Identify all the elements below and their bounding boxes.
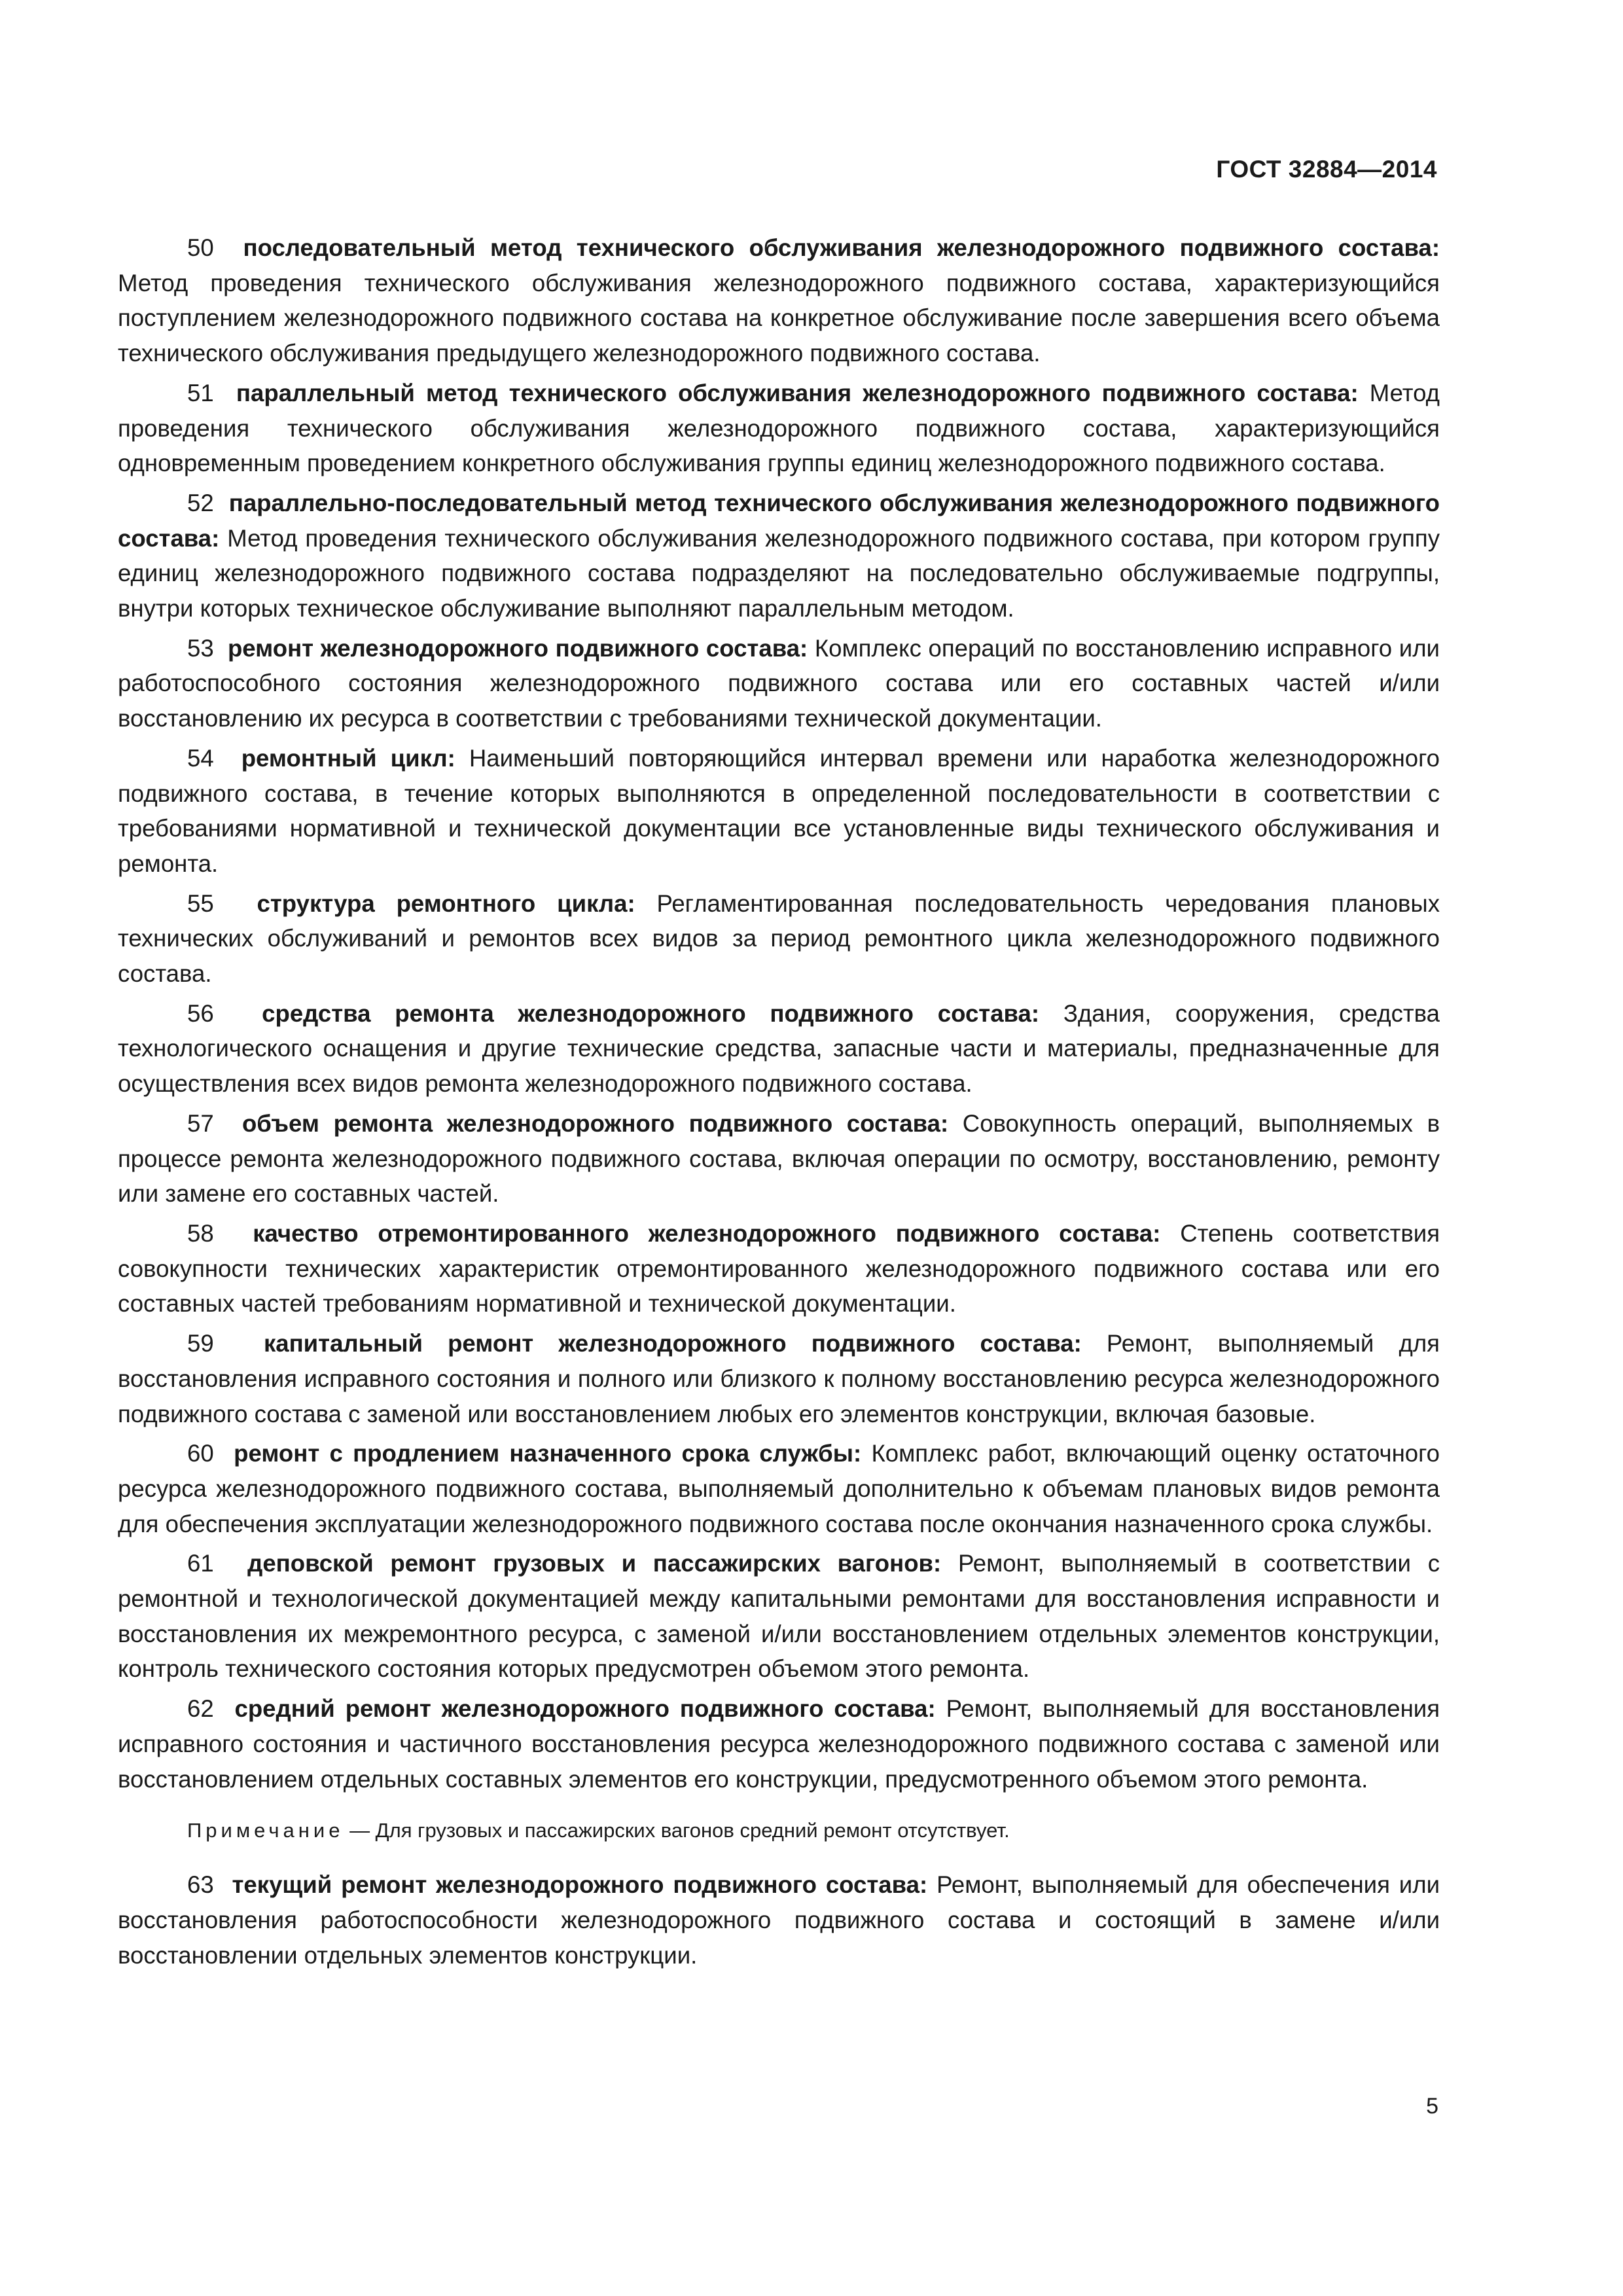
entry-definition: Регламентированная последовательность чередования плановых технических обслуживаний и ремонтов всех видов за период ремонтного цикла железнодорожного подвижного состава. [118,889,1440,988]
term-entry-52 [118,486,1440,626]
entry-number: 56 [187,999,214,1027]
entry-number: 54 [187,744,214,772]
entry-term: структура ремонтного цикла: [257,889,635,917]
term-entry-59 [118,1326,1440,1431]
entry-term: капитальный ремонт железнодорожного подвижного состава: [263,1330,1082,1357]
entry-definition: Комплекс работ, включающий оценку остаточного ресурса железнодорожного подвижного состава, выполняемый дополнительно к объемам плановых видов ремонта для обеспечения эксплуатации железнодорожного подвижного состава после окончания назначенного срока службы. [118,1440,1440,1537]
entry-number: 62 [187,1695,214,1723]
entry-number: 50 [187,234,214,261]
note-label: Примечание [187,1819,344,1842]
entry-number: 53 [187,634,214,662]
entry-number: 58 [187,1219,214,1247]
entry-number: 59 [187,1330,214,1357]
entry-definition: Метод проведения технического обслуживания железнодорожного подвижного состава, характеризующийся одновременным проведением конкретного обслуживания группы единиц железнодорожного подвижного состава. [118,379,1440,477]
entry-definition: Здания, сооружения, средства технологического оснащения и другие технические средства, запасные части и материалы, предназначенные для осуществления всех видов ремонта железнодорожного подвижного состава. [118,999,1440,1098]
entry-number: 61 [187,1550,214,1577]
term-entry-62 [118,1691,1440,1797]
entry-term: средний ремонт железнодорожного подвижного состава: [234,1695,936,1723]
entry-number: 55 [187,889,214,917]
page-number: 5 [1426,2094,1438,2119]
entry-term: параллельный метод технического обслуживания железнодорожного подвижного состава: [236,379,1359,406]
entry-definition: Метод проведения технического обслуживания железнодорожного подвижного состава, характеризующийся поступлением железнодорожного подвижного состава на конкретное обслуживание после завершения всего объема технического обслуживания предыдущего железнодорожного подвижного состава. [118,269,1440,367]
term-entry-54 [118,741,1440,882]
entry-term: ремонт с продлением назначенного срока службы: [234,1440,862,1467]
term-entry-61 [118,1546,1440,1687]
entry-definition: Ремонт, выполняемый для восстановления исправного состояния и полного или близкого к полному восстановлению ресурса железнодорожного подвижного состава с заменой или восстановлением любых его элементов конструкции, включая базовые. [118,1330,1440,1427]
entry-term: параллельно-последовательный метод технического обслуживания железнодорожного подвижного состава: [118,489,1440,552]
entry-number: 51 [187,379,214,406]
entry-term: текущий ремонт железнодорожного подвижного состава: [232,1871,928,1899]
note [118,1816,1440,1845]
entry-term: деповской ремонт грузовых и пассажирских вагонов: [247,1550,942,1577]
note-text: — Для грузовых и пассажирских вагонов средний ремонт отсутствует. [349,1819,1010,1842]
standard-header: ГОСТ 32884—2014 [1216,156,1437,183]
term-entries [118,230,1440,1797]
entry-definition: Комплекс операций по восстановлению исправного или работоспособного состояния железнодорожного подвижного состава или его составных частей и/или восстановлению их ресурса в соответствии с требованиями технической документации. [118,634,1440,732]
entry-definition: Степень соответствия совокупности технических характеристик отремонтированного железнодорожного подвижного состава или его составных частей требованиям нормативной и технической документации. [118,1219,1440,1318]
entry-definition: Ремонт, выполняемый в соответствии с ремонтной и технологической документацией между капитальными ремонтами для восстановления исправности и восстановления их межремонтного ресурса, с заменой и/или восстановлением отдельных элементов конструкции, контроль технического состояния которых предусмотрен объемом этого ремонта. [118,1550,1440,1683]
entry-definition: Ремонт, выполняемый для восстановления исправного состояния и частичного восстановления ресурса железнодорожного подвижного состава с заменой или восстановлением отдельных составных элементов его конструкции, предусмотренного объемом этого ремонта. [118,1695,1440,1793]
term-entry-51 [118,376,1440,481]
entry-number: 63 [187,1871,214,1899]
entry-number: 52 [187,489,214,516]
entry-definition: Наименьший повторяющийся интервал времени или наработка железнодорожного подвижного состава, в течение которых выполняются в определенной последовательности в соответствии с требованиями нормативной и технической документации все установленные виды технического обслуживания и ремонта. [118,744,1440,877]
entry-definition: Совокупность операций, выполняемых в процессе ремонта железнодорожного подвижного состава, включая операции по осмотру, восстановлению, ремонту или замене его составных частей. [118,1109,1440,1208]
entry-definition: Ремонт, выполняемый для обеспечения или восстановления работоспособности железнодорожного подвижного состава и состоящий в замене и/или восстановлении отдельных элементов конструкции. [118,1871,1440,1969]
term-entry-56 [118,996,1440,1102]
entry-number: 57 [187,1109,214,1137]
entry-number: 60 [187,1440,214,1467]
entry-term: последовательный метод технического обслуживания железнодорожного подвижного состава: [243,234,1440,261]
entry-term: ремонтный цикл: [241,744,455,772]
term-entry-60 [118,1436,1440,1541]
entry-term: объем ремонта железнодорожного подвижного состава: [241,1109,949,1137]
term-entry-63 [118,1867,1440,1973]
document-body [118,230,1440,1977]
entry-term: качество отремонтированного железнодорожного подвижного состава: [253,1219,1161,1247]
term-entry-57 [118,1106,1440,1211]
term-entry-50 [118,230,1440,371]
entry-term: ремонт железнодорожного подвижного состава: [227,634,808,662]
entry-term: средства ремонта железнодорожного подвижного состава: [262,999,1040,1027]
term-entry-58 [118,1216,1440,1321]
term-entry-55 [118,886,1440,992]
term-entry-53 [118,631,1440,736]
entry-definition: Метод проведения технического обслуживания железнодорожного подвижного состава, при котором группу единиц железнодорожного подвижного состава подразделяют на последовательно обслуживаемые подгруппы, внутри которых техническое обслуживание выполняют параллельным методом. [118,524,1440,622]
